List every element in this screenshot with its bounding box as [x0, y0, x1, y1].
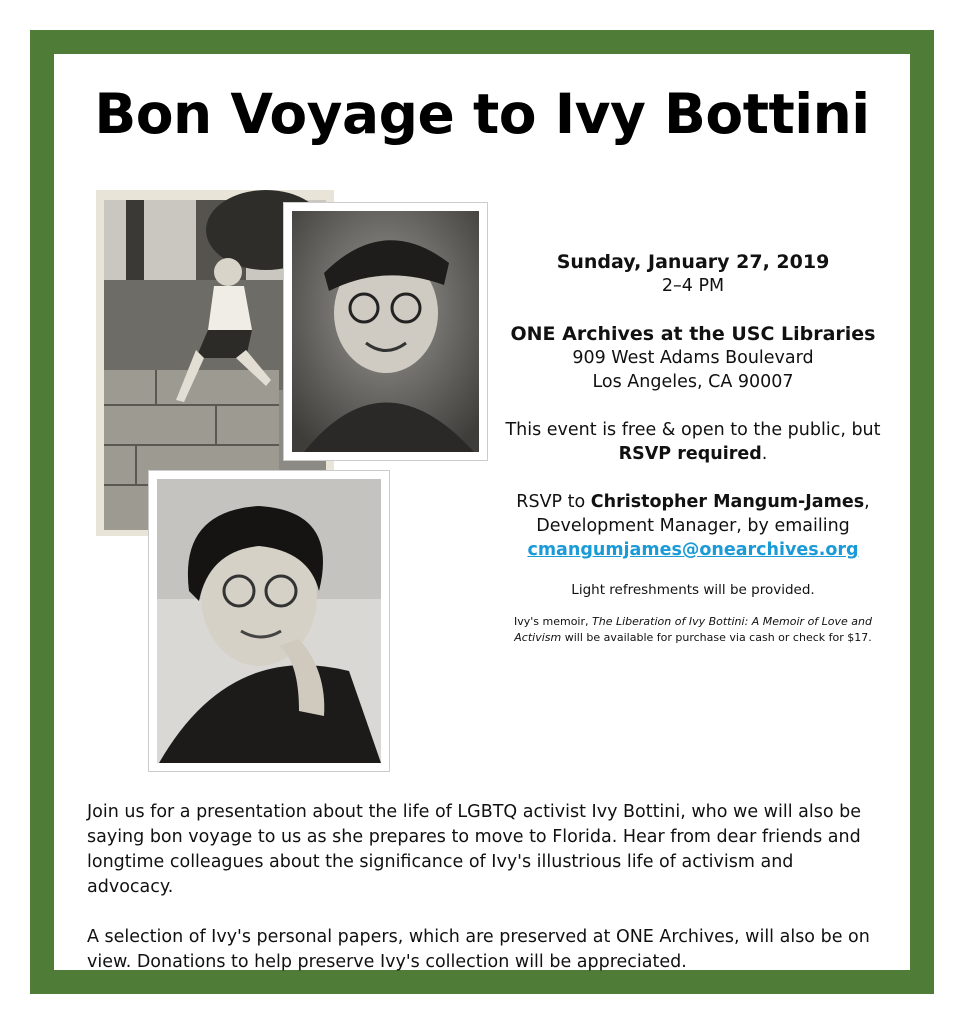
memoir-note: [500, 614, 886, 646]
event-details: [500, 250, 886, 646]
rsvp-contact-role: Development Manager, by emailing: [536, 516, 850, 536]
rsvp-contact-name: Christopher Mangum-James: [590, 492, 865, 512]
event-description: [87, 800, 877, 1000]
description-paragraph-2: A selection of Ivy's personal papers, which are preserved at ONE Archives, will also be on view. Donations to help preserve Ivy's collection will be appreciated.: [87, 927, 870, 972]
rsvp-email-link[interactable]: cmangumjames@onearchives.org: [527, 540, 859, 560]
memoir-suffix: will be available for purchase via cash or check for $17.: [561, 631, 872, 644]
punctuation: ,: [864, 492, 870, 512]
memoir-title: The Liberation of Ivy Bottini: A Memoir of Love and Activism: [514, 615, 872, 644]
event-venue: ONE Archives at the USC Libraries: [510, 323, 876, 345]
free-open-text: This event is free & open to the public, but: [505, 420, 881, 440]
punctuation: .: [761, 444, 768, 464]
description-paragraph-1: Join us for a presentation about the life of LGBTQ activist Ivy Bottini, who we will also be saying bon voyage to us as she prepares to move to Florida. Hear from dear friends and longtime colleagues about the significance of Ivy's illustrious life of activism and advocacy.: [87, 802, 861, 897]
event-date: Sunday, January 27, 2019: [556, 251, 830, 273]
refreshments-note: Light refreshments will be provided.: [571, 582, 815, 598]
page-title: Bon Voyage to Ivy Bottini: [94, 82, 870, 146]
rsvp-to-label: RSVP to: [516, 492, 591, 512]
photo-ivy-portrait: [148, 470, 390, 772]
address-line-2: Los Angeles, CA 90007: [592, 372, 794, 392]
memoir-prefix: Ivy's memoir,: [513, 615, 592, 628]
event-time: 2–4 PM: [661, 276, 725, 296]
address-line-1: 909 West Adams Boulevard: [572, 348, 814, 368]
rsvp-required: RSVP required: [618, 444, 762, 464]
photo-ivy-with-cap: [283, 202, 488, 461]
